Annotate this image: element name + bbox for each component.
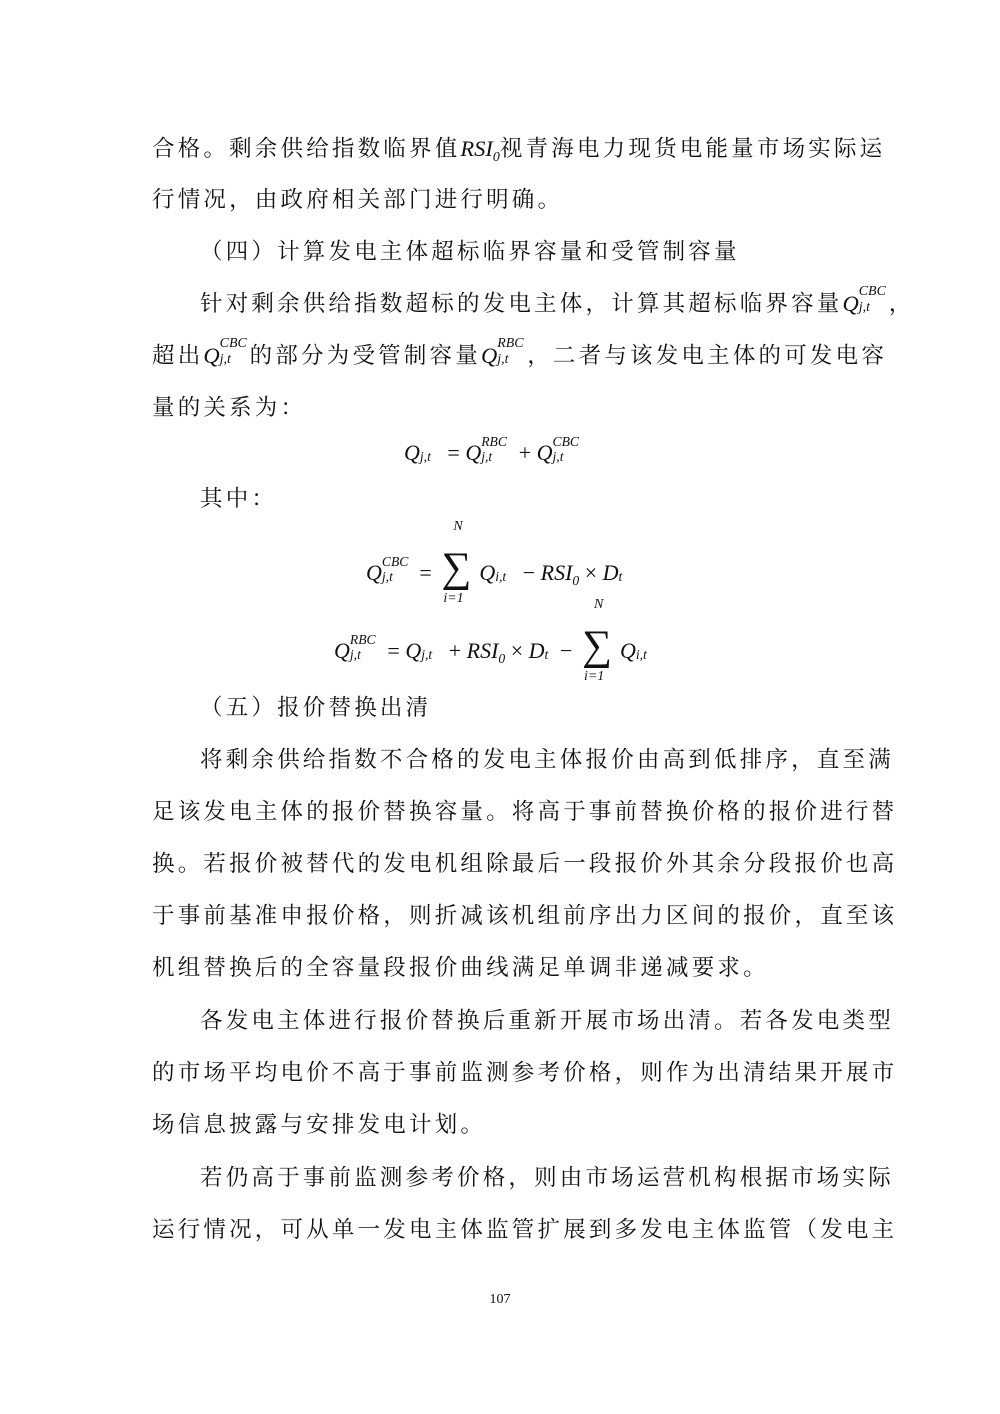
rsi0-symbol: $RSI_0$ (460, 136, 500, 165)
q-cbc-symbol: Q CBC j,t (203, 336, 247, 368)
text-segment: 合格。剩余供给指数临界值 (152, 136, 461, 162)
summation-symbol: ∑ N i=1 (441, 519, 472, 606)
where-label: 其中： (200, 486, 278, 512)
eq-term: D t (528, 638, 549, 663)
q-rbc-symbol: Q RBC j,t (480, 336, 524, 368)
summation-symbol: ∑ N i=1 (581, 597, 612, 684)
paragraph-line (200, 284, 915, 317)
equation-cbc: Q CBC j,t = ∑ N i=1 Q i,t − $RSI_0 \times D$ t (366, 519, 623, 606)
paragraph-line (152, 336, 888, 369)
eq-term: Q RBC j,t (334, 631, 376, 663)
text-segment: 针对剩余供给指数超标的发电主体，计算其超标临界容量 (200, 291, 843, 317)
eq-term: Q i,t (479, 560, 507, 585)
text-segment: 视青海电力现货电能量市场实际运 (499, 136, 886, 162)
text-segment: 的部分为受管制容量 (249, 343, 481, 369)
eq-term: Q i,t (619, 638, 647, 663)
eq-term: Q j,t (404, 440, 431, 465)
paragraph-line: 场信息披露与安排发电计划。 (152, 1112, 487, 1138)
paragraph-line: 足该发电主体的报价替换容量。将高于事前替换价格的报价进行替 (152, 799, 898, 825)
section-heading: （四）计算发电主体超标临界容量和受管制容量 (200, 239, 740, 265)
paragraph-line: 将剩余供给指数不合格的发电主体报价由高到低排序，直至满 (200, 747, 894, 773)
text-segment: ， (888, 291, 915, 317)
equation-capacity-relation: Q j,t = Q RBC j,t + Q CBC j,t (404, 433, 580, 465)
page-number: 107 (489, 1292, 511, 1307)
paragraph-line (152, 136, 886, 165)
paragraph-line: 换。若报价被替代的发电机组除最后一段报价外其余分段报价也高 (152, 851, 898, 877)
q-cbc-symbol: Q CBC j,t (842, 284, 886, 316)
text-segment: ，二者与该发电主体的可发电容 (527, 343, 888, 369)
paragraph-line: 运行情况，可从单一发电主体监管扩展到多发电主体监管（发电主 (152, 1217, 898, 1243)
paragraph-line: 行情况，由政府相关部门进行明确。 (152, 187, 564, 213)
eq-term: D t (602, 560, 623, 585)
paragraph-line: 于事前基准申报价格，则折减该机组前序出力区间的报价，直至该 (152, 903, 898, 929)
eq-term: Q CBC j,t (366, 553, 409, 585)
paragraph-line: 量的关系为： (152, 395, 307, 421)
paragraph-line: 机组替换后的全容量段报价曲线满足单调非递减要求。 (152, 955, 769, 981)
paragraph-line: 若仍高于事前监测参考价格，则由市场运营机构根据市场实际 (200, 1165, 894, 1191)
eq-term: Q j,t (405, 638, 433, 663)
equation-rbc: Q RBC j,t = Q j,t + $RSI_0 \times D$ t − ∑ N i=1 Q i,t (334, 597, 647, 684)
text-segment: 超出 (152, 343, 204, 369)
eq-term: Q RBC j,t (465, 433, 507, 465)
paragraph-line: 各发电主体进行报价替换后重新开展市场出清。若各发电类型 (200, 1008, 894, 1034)
eq-term: Q CBC j,t (536, 433, 580, 465)
section-heading: （五）报价替换出清 (200, 695, 432, 721)
paragraph-line: 的市场平均电价不高于事前监测参考价格，则作为出清结果开展市 (152, 1060, 898, 1086)
